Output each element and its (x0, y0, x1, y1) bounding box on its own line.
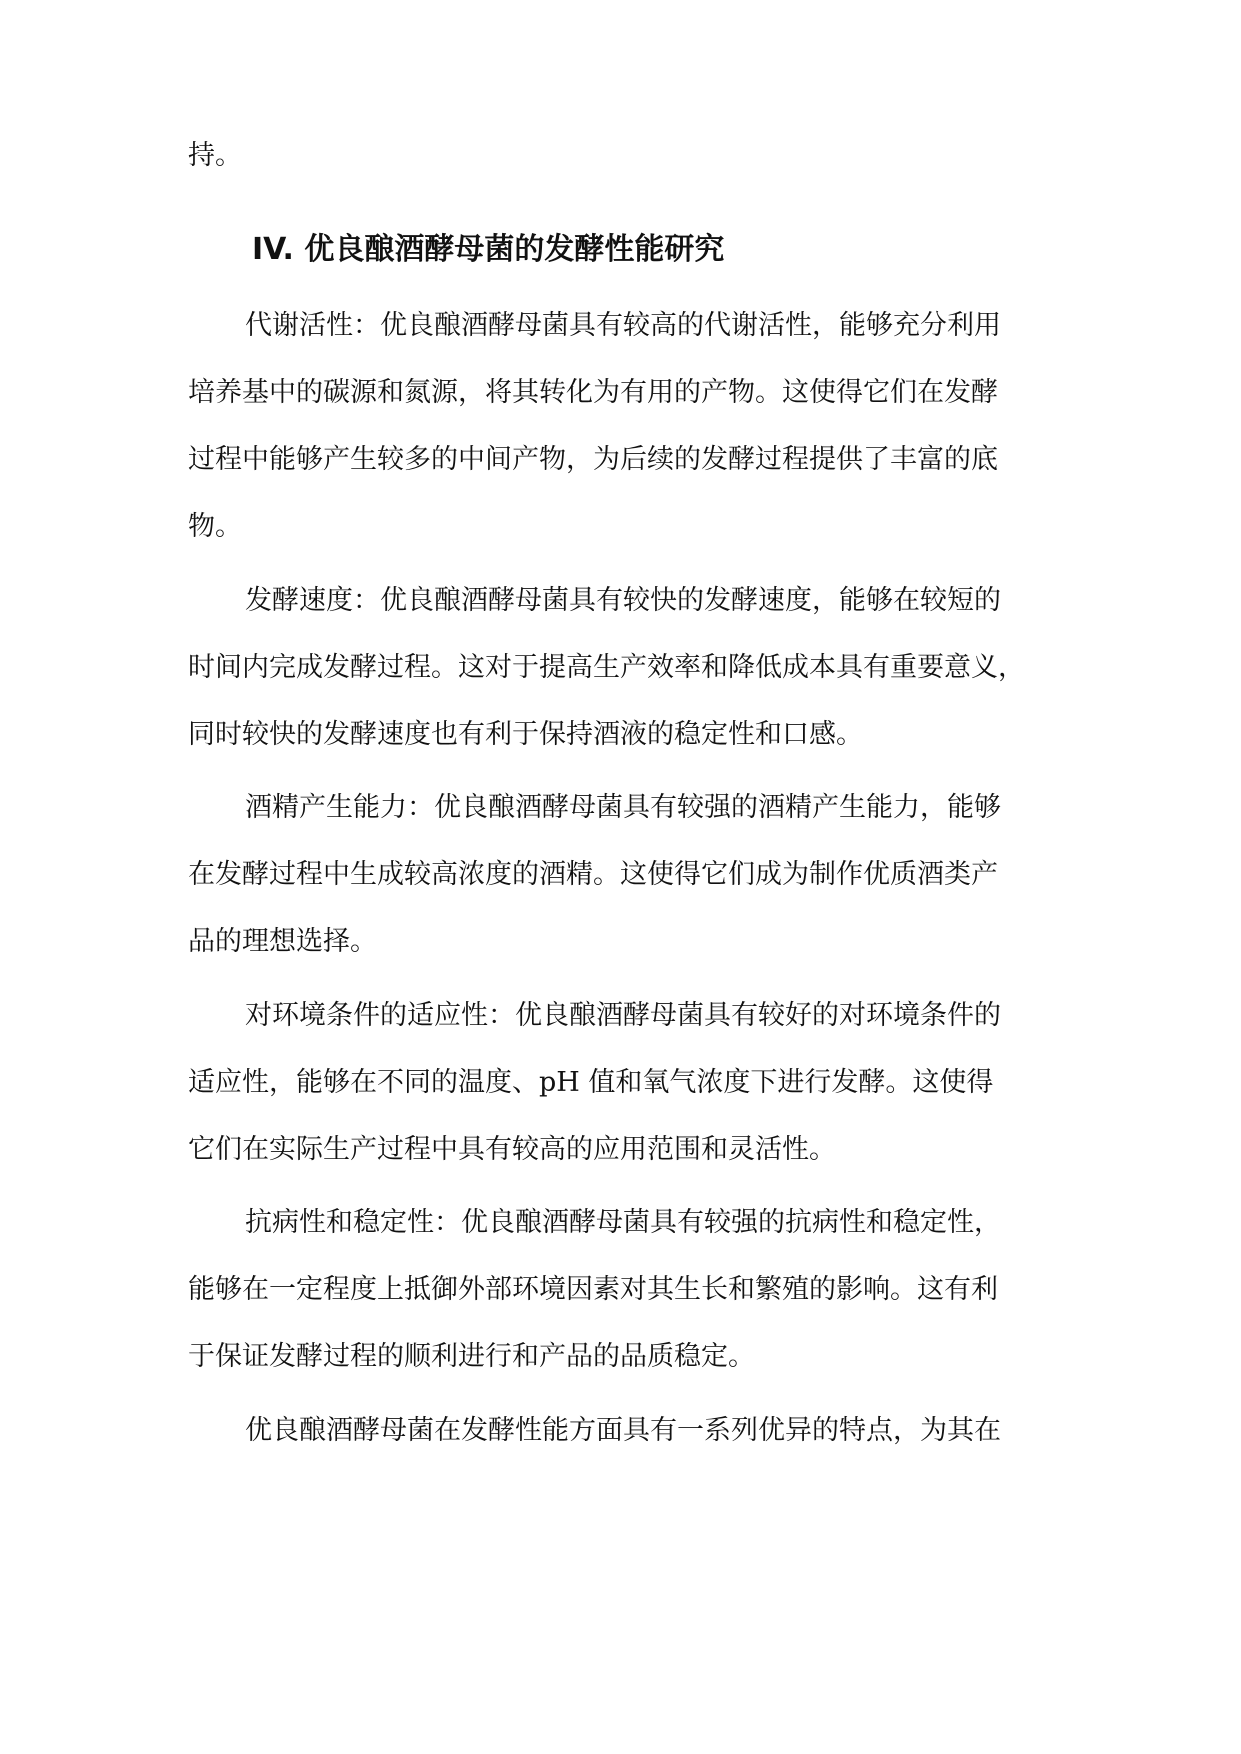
paragraph-line: 对环境条件的适应性：优良酿酒酵母菌具有较好的对环境条件的 (245, 1000, 1001, 1031)
paragraph-line: 能够在一定程度上抵御外部环境因素对其生长和繁殖的影响。这有利 (188, 1274, 998, 1305)
paragraph-line: 培养基中的碳源和氮源，将其转化为有用的产物。这使得它们在发酵 (188, 377, 998, 408)
paragraph-line: 优良酿酒酵母菌在发酵性能方面具有一系列优异的特点，为其在 (245, 1415, 1001, 1446)
paragraph-line: 过程中能够产生较多的中间产物，为后续的发酵过程提供了丰富的底 (188, 444, 998, 475)
paragraph-line: 物。 (188, 511, 242, 542)
paragraph-line: 品的理想选择。 (188, 926, 377, 957)
paragraph-line: 代谢活性：优良酿酒酵母菌具有较高的代谢活性，能够充分利用 (245, 310, 1001, 341)
section-heading: IV. 优良酿酒酵母菌的发酵性能研究 (252, 232, 725, 267)
paragraph-line: 同时较快的发酵速度也有利于保持酒液的稳定性和口感。 (188, 719, 863, 750)
paragraph-line: 发酵速度：优良酿酒酵母菌具有较快的发酵速度，能够在较短的 (245, 585, 1001, 616)
paragraph-line: 在发酵过程中生成较高浓度的酒精。这使得它们成为制作优质酒类产 (188, 859, 998, 890)
paragraph-line: 它们在实际生产过程中具有较高的应用范围和灵活性。 (188, 1134, 836, 1165)
paragraph-line: 于保证发酵过程的顺利进行和产品的品质稳定。 (188, 1341, 755, 1372)
continuation-text: 持。 (188, 140, 242, 171)
paragraph-line: 酒精产生能力：优良酿酒酵母菌具有较强的酒精产生能力，能够 (245, 792, 1001, 823)
paragraph-line: 抗病性和稳定性：优良酿酒酵母菌具有较强的抗病性和稳定性， (245, 1207, 1001, 1238)
paragraph-line: 时间内完成发酵过程。这对于提高生产效率和降低成本具有重要意义， (188, 652, 1025, 683)
paragraph-line: 适应性，能够在不同的温度、pH 值和氧气浓度下进行发酵。这使得 (188, 1067, 994, 1098)
